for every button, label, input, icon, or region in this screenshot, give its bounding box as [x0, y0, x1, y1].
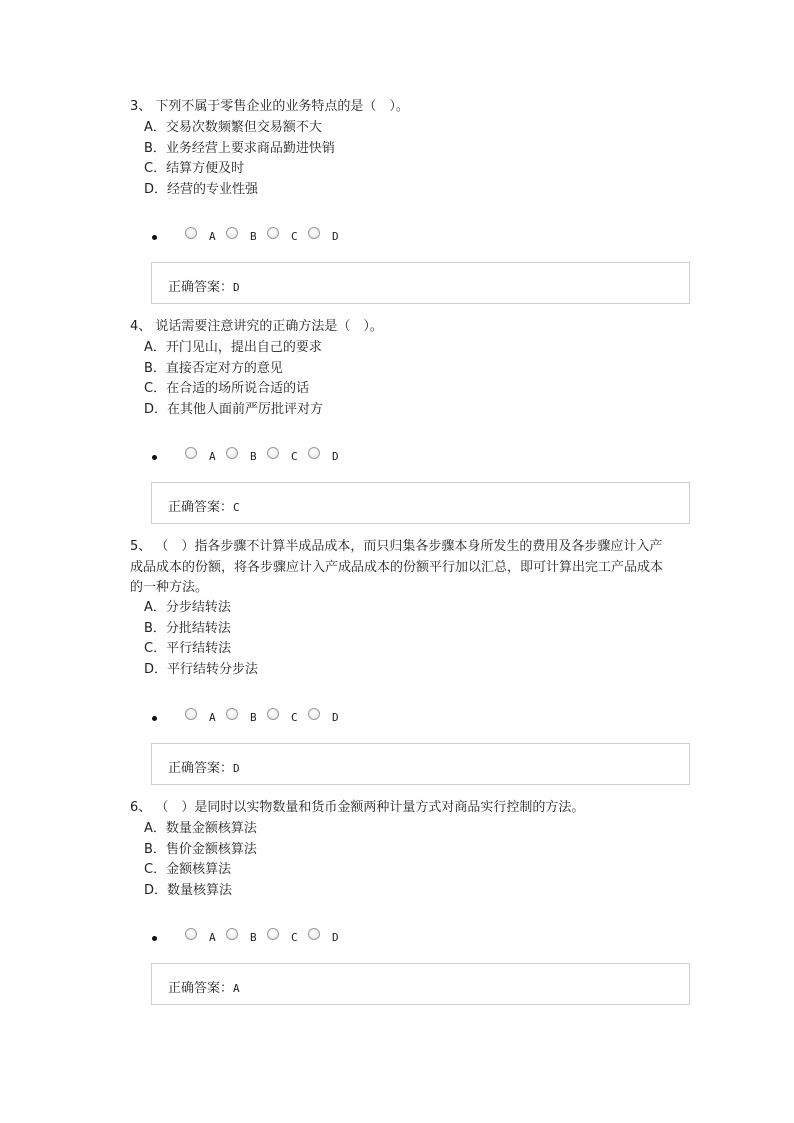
radio-label-a: A [209, 450, 216, 463]
correct-answer-value: D [233, 762, 240, 775]
correct-answer-text [168, 276, 240, 295]
correct-answer-label: 正确答案： [168, 280, 234, 295]
correct-answer-label: 正确答案： [168, 761, 234, 776]
option-d: D．平行结转分步法 [144, 662, 259, 678]
option-b: B．分批结转法 [144, 620, 231, 636]
bullet-icon [152, 235, 157, 240]
option-b: B．售价金额核算法 [144, 841, 257, 857]
radio-label-a: A [209, 711, 216, 724]
radio-label-d: D [332, 711, 339, 724]
option-c: C．平行结转法 [144, 641, 232, 657]
option-c: C．在合适的场所说合适的话 [144, 381, 310, 397]
radio-a[interactable] [185, 708, 197, 720]
correct-answer-label: 正确答案： [168, 981, 234, 996]
option-list [144, 819, 257, 902]
radio-label-c: C [291, 931, 298, 944]
option-b: B．直接否定对方的意见 [144, 360, 283, 376]
radio-label-b: B [250, 230, 257, 243]
radio-b[interactable] [226, 928, 238, 940]
radio-label-a: A [209, 230, 216, 243]
option-d: D．在其他人面前严厉批评对方 [144, 402, 324, 418]
radio-a[interactable] [185, 447, 197, 459]
option-a: A．分步结转法 [144, 600, 231, 615]
question-stem: 5、 （ ）指各步骤不计算半成品成本，而只归集各步骤本身所发生的费用及各步骤应计入产成品成本的份额，将各步骤应计入产成品成本的份额平行加以汇总，即可计算出完工产品成本的一种方法。 [130, 539, 664, 595]
correct-answer-value: C [233, 501, 240, 514]
correct-answer-box [151, 482, 690, 524]
correct-answer-text [168, 496, 240, 515]
radio-c[interactable] [267, 928, 279, 940]
option-list [144, 338, 323, 421]
radio-d[interactable] [308, 708, 320, 720]
option-list [144, 118, 335, 201]
option-c: C．结算方便及时 [144, 161, 245, 177]
option-list [144, 598, 258, 681]
radio-c[interactable] [267, 227, 279, 239]
bullet-icon [152, 455, 157, 460]
radio-a[interactable] [185, 928, 197, 940]
bullet-icon [152, 716, 157, 721]
radio-c[interactable] [267, 708, 279, 720]
radio-label-a: A [209, 931, 216, 944]
radio-label-d: D [332, 230, 339, 243]
radio-label-c: C [291, 230, 298, 243]
radio-d[interactable] [308, 447, 320, 459]
correct-answer-box [151, 963, 690, 1005]
option-b: B．业务经营上要求商品勤进快销 [144, 140, 335, 156]
correct-answer-value: A [233, 982, 240, 995]
question-stem: 6、 （ ）是同时以实物数量和货币金额两种计量方式对商品实行控制的方法。 [130, 800, 585, 815]
bullet-icon [152, 936, 157, 941]
radio-d[interactable] [308, 928, 320, 940]
radio-b[interactable] [226, 708, 238, 720]
option-d: D．数量核算法 [144, 883, 233, 899]
option-c: C．金额核算法 [144, 862, 232, 878]
correct-answer-value: D [233, 281, 240, 294]
radio-label-d: D [332, 931, 339, 944]
correct-answer-box [151, 743, 690, 785]
radio-label-b: B [250, 711, 257, 724]
radio-label-b: B [250, 450, 257, 463]
radio-a[interactable] [185, 227, 197, 239]
option-a: A．交易次数频繁但交易额不大 [144, 120, 322, 135]
radio-label-d: D [332, 450, 339, 463]
radio-label-b: B [250, 931, 257, 944]
question-stem: 4、 说话需要注意讲究的正确方法是（ ）。 [130, 319, 383, 334]
radio-label-c: C [291, 711, 298, 724]
radio-label-c: C [291, 450, 298, 463]
option-a: A．开门见山，提出自己的要求 [144, 340, 322, 355]
radio-d[interactable] [308, 227, 320, 239]
radio-b[interactable] [226, 227, 238, 239]
correct-answer-text [168, 977, 240, 996]
radio-b[interactable] [226, 447, 238, 459]
correct-answer-text [168, 757, 240, 776]
option-a: A．数量金额核算法 [144, 821, 257, 836]
correct-answer-label: 正确答案： [168, 500, 234, 515]
radio-c[interactable] [267, 447, 279, 459]
correct-answer-box [151, 262, 690, 304]
option-d: D．经营的专业性强 [144, 182, 259, 198]
question-stem: 3、 下列不属于零售企业的业务特点的是（ ）。 [130, 99, 409, 114]
